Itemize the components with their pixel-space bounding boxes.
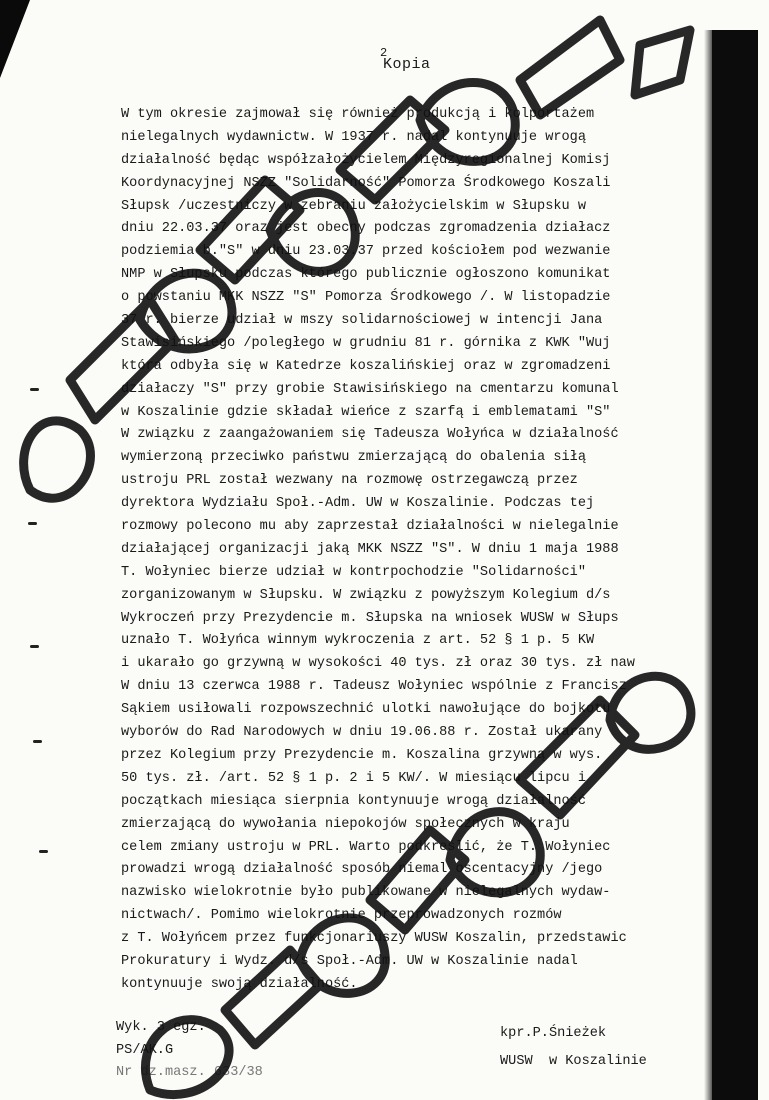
text-line: rozmowy polecono mu aby zaprzestał działalności w nielegalnie xyxy=(121,519,619,535)
text-line: z T. Wołyńcem przez funkcjonariuszy WUSW Koszalin, przedstawic xyxy=(121,931,627,947)
text-line: zorganizowanym w Słupsku. W związku z powyższym Kolegium d/s xyxy=(121,587,611,603)
document-body xyxy=(121,104,721,997)
text-line: która odbyła się w Katedrze koszalińskiej oraz w zgromadzeni xyxy=(121,358,611,374)
text-line: 50 tys. zł. /art. 52 § 1 p. 2 i 5 KW/. W miesiącu lipcu i xyxy=(121,770,586,786)
text-line: Prokuratury i Wydz. d/s Społ.-Adm. UW w Koszalinie nadal xyxy=(121,953,578,969)
margin-mark xyxy=(33,740,42,743)
text-line: nictwach/. Pomimo wielokrotnie przeprowadzonych rozmów xyxy=(121,908,562,924)
text-line: kontynuuje swoją działalność. xyxy=(121,976,358,992)
watermark-stroke xyxy=(520,20,620,115)
margin-mark xyxy=(28,522,37,525)
text-line: celem zmiany ustroju w PRL. Warto podkreślić, że T. Wołyniec xyxy=(121,839,611,855)
text-line: działalność będąc współzałożycielem Międzyregionalnej Komisj xyxy=(121,152,611,168)
text-line: Koordynacyjnej NSZZ "Solidarność" Pomorza Środkowego Koszali xyxy=(121,175,611,191)
text-line: dyrektora Wydziału Społ.-Adm. UW w Koszalinie. Podczas tej xyxy=(121,496,595,512)
text-line: wymierzoną przeciwko państwu zmierzającą do obalenia siłą xyxy=(121,450,586,466)
copies-note: Wyk. 3 egz. xyxy=(116,1020,206,1035)
watermark-stroke xyxy=(635,30,690,95)
text-line: Słupsk /uczestniczy w zebraniu założycielskim w Słupsku w xyxy=(121,198,586,214)
text-line: i ukarało go grzywną w wysokości 40 tys. zł oraz 30 tys. zł naw xyxy=(121,656,635,672)
signature-name: kpr.P.Śnieżek xyxy=(500,1026,607,1041)
text-line: dniu 22.03.37 oraz jest obecny podczas zgromadzenia działacz xyxy=(121,221,611,237)
text-line: zmierzającą do wywołania niepokojów społecznych w kraju xyxy=(121,816,570,832)
text-line: W związku z zaangażowaniem się Tadeusza Wołyńca w działalność xyxy=(121,427,619,443)
text-line: prowadzi wrogą działalność sposób niemal oscentacyjny /jego xyxy=(121,862,603,878)
watermark-stroke xyxy=(24,421,91,498)
text-line: przez Kolegium przy Prezydencie m. Koszalina grzywną w wys. xyxy=(121,747,603,763)
text-line: działaczy "S" przy grobie Stawisińskiego na cmentarzu komunal xyxy=(121,381,619,397)
text-line: wyborów do Rad Narodowych w dniu 19.06.88 r. Został ukarany xyxy=(121,725,603,741)
initials-note: PS/AK.G xyxy=(116,1042,174,1058)
text-line: Wykroczeń przy Prezydencie m. Słupska na wniosek WUSW w Słups xyxy=(121,610,619,626)
text-line: 37 r. bierze udział w mszy solidarnościowej w intencji Jana xyxy=(121,313,603,329)
text-line: ustroju PRL został wezwany na rozmowę ostrzegawczą przez xyxy=(121,473,578,489)
text-line: w Koszalinie gdzie składał wieńce z szarfą i emblematami "S" xyxy=(121,404,611,420)
signature-block xyxy=(500,1020,647,1076)
page-number: 2 xyxy=(380,46,388,60)
footer-left xyxy=(116,1017,263,1085)
text-line: Sąkiem usiłowali rozpowszechnić ulotki nawołujące do bojkotu xyxy=(121,702,611,718)
text-line: W tym okresie zajmował się również produkcją i kolportażem xyxy=(121,107,595,122)
signature-office: WUSW w Koszalinie xyxy=(500,1054,647,1069)
text-line: początkach miesiąca sierpnia kontynuuje wrogą działalność xyxy=(121,793,586,809)
text-line: podziemia b."S" w dniu 23.03.37 przed kościołem pod wezwanie xyxy=(121,244,611,260)
text-line: nazwisko wielokrotnie było publikowane w nielegalnych wydaw- xyxy=(121,885,611,901)
text-line: uznało T. Wołyńca winnym wykroczenia z art. 52 § 1 p. 5 KW xyxy=(121,633,595,649)
page-title: Kopia xyxy=(383,56,431,73)
margin-mark xyxy=(39,850,48,853)
margin-mark xyxy=(30,388,39,391)
text-line: działającej organizacji jaką MKK NSZZ "S". W dniu 1 maja 1988 xyxy=(121,541,619,557)
text-line: nielegalnych wydawnictw. W 1937 r. nadal kontynuuje wrogą xyxy=(121,129,586,145)
text-line: T. Wołyniec bierze udział w kontrpochodzie "Solidarności" xyxy=(121,564,586,580)
text-line: NMP w Słupsku podczas którego publicznie ogłoszono komunikat xyxy=(121,267,611,283)
text-line: W dniu 13 czerwca 1988 r. Tadeusz Wołyniec wspólnie z Francisz xyxy=(121,679,627,695)
text-line: Stawisińskiego /poległego w grudniu 81 r. górnika z KWK "Wuj xyxy=(121,335,611,351)
journal-number: Nr dz.masz. 633/38 xyxy=(116,1065,263,1080)
scan-corner-shadow xyxy=(0,0,30,78)
margin-mark xyxy=(30,645,39,648)
text-line: o powstaniu MKK NSZZ "S" Pomorza Środkowego /. W listopadzie xyxy=(121,290,611,306)
